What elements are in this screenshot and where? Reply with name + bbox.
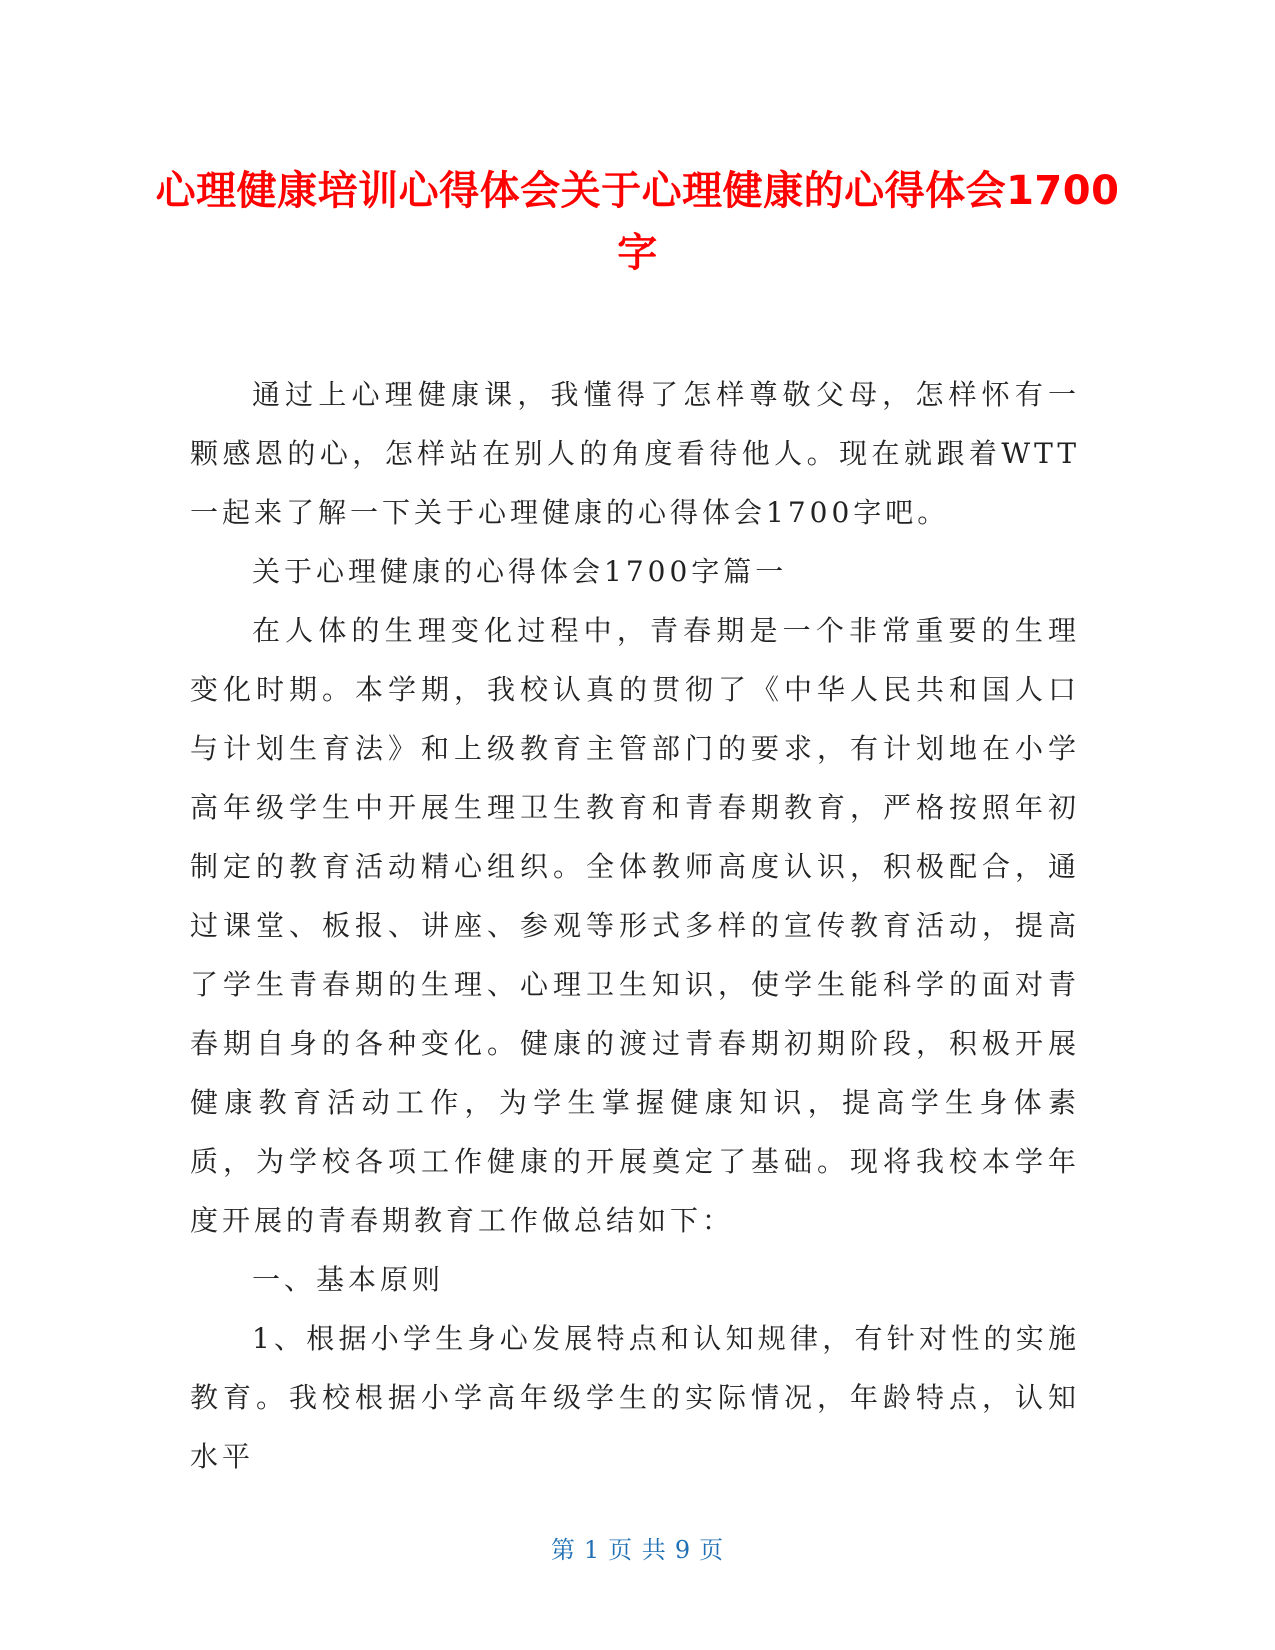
section-heading: 关于心理健康的心得体会1700字篇一: [252, 555, 788, 588]
footer-suffix: 页: [699, 1536, 725, 1564]
paragraph-principle-1: 1、根据小学生身心发展特点和认知规律，有针对性的实施教育。我校根据小学高年级学生的实际情况，年龄特点，认知水平: [190, 1322, 1080, 1473]
footer-current-page: 1: [583, 1536, 601, 1564]
document-body: [190, 365, 1080, 1486]
page-footer: [0, 1530, 1275, 1565]
document-title: 心理健康培训心得体会关于心理健康的心得体会1700字: [155, 168, 1120, 276]
footer-mid: 页 共: [608, 1536, 667, 1564]
footer-prefix: 第: [550, 1536, 576, 1564]
subsection-heading: 一、基本原则: [252, 1263, 445, 1296]
paragraph-main: 在人体的生理变化过程中，青春期是一个非常重要的生理变化时期。本学期，我校认真的贯彻了《中华人民共和国人口与计划生育法》和上级教育主管部门的要求，有计划地在小学高年级学生中开展生理卫生教育和青春期教育，严格按照年初制定的教育活动精心组织。全体教师高度认识，积极配合，通过课堂、板报、讲座、参观等形式多样的宣传教育活动，提高了学生青春期的生理、心理卫生知识，使学生能科学的面对青春期自身的各种变化。健康的渡过青春期初期阶段，积极开展健康教育活动工作，为学生掌握健康知识，提高学生身体素质，为学校各项工作健康的开展奠定了基础。现将我校本学年度开展的青春期教育工作做总结如下：: [190, 614, 1080, 1237]
footer-total-pages: 9: [674, 1536, 692, 1564]
paragraph-intro: 通过上心理健康课，我懂得了怎样尊敬父母，怎样怀有一颗感恩的心，怎样站在别人的角度看待他人。现在就跟着WTT一起来了解一下关于心理健康的心得体会1700字吧。: [190, 378, 1080, 529]
